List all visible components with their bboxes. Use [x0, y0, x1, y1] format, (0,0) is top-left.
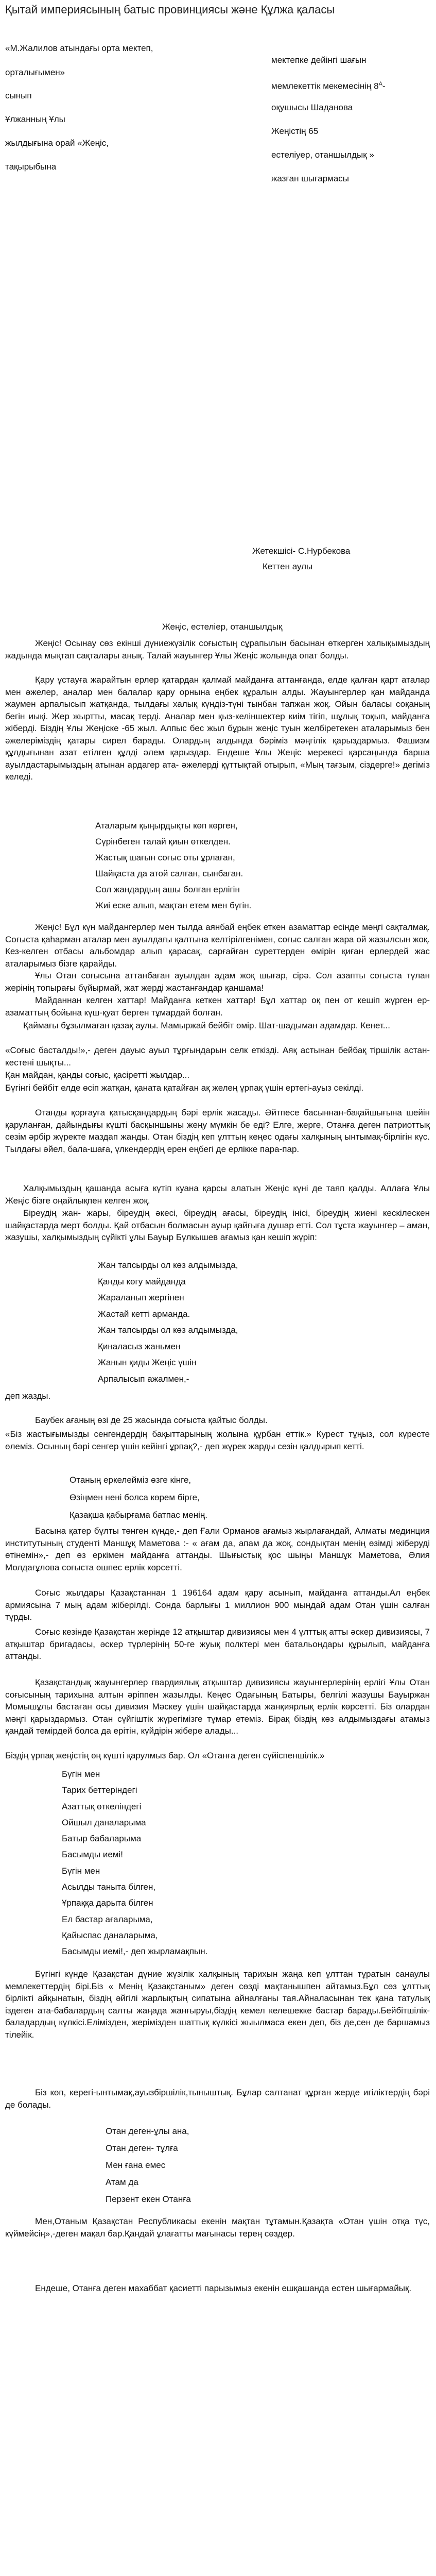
- header-right-line-3: оқушысы Шаданова: [271, 103, 353, 112]
- poem-line: Қайыспас даналарыма,: [62, 1930, 158, 1940]
- paragraph-22: Ендеше, Отанға деген махаббат қасиетті парызымыз екенін ешқашанда естен шығармайық.: [35, 2283, 412, 2293]
- paragraph-7: «Соғыс басталды!»,- деген дауыс ауыл тұрғындарын селк еткізді. Аяқ астынан бейбақ тіршілік астан- кестені шықты...: [5, 1045, 430, 1067]
- poem-line: Қанды көгу майданда: [98, 1276, 186, 1286]
- header-left-line-1: «М.Жалилов атындағы орта мектеп,: [5, 43, 153, 53]
- poem-line: Ел бастар ағаларыма,: [62, 1914, 153, 1924]
- paragraph-12: Біреудің жан- жары, біреудің әкесі, біреудің ағасы, біреудің інісі, біреудің жиені кескілескен шайқастарда мерт болды. Қай отбасын болмасын ауыр қайғыға душар етті. Сол тұста жауынгер – аман, жазушы, халқымыздың сүйікті ұлы Бауыр Бүлкышев ағамыз қан кешіп жүріп:: [5, 1208, 430, 1242]
- poem-line: Бүгін мен: [62, 1866, 100, 1876]
- paragraph-16: Соғыс жылдары Қазақстаннан 1 196164 адам қару асынып, майданға аттанды.Ал еңбек армиясына 7 мың адам жіберілді. Сонда барлығы 1 миллион 900 мыңдай адам Отан үшін салған тұрды.: [5, 1588, 430, 1622]
- paragraph-20: Біз көп, керегі-ынтымақ,ауызбіршілік,тыныштық. Бұлар салтанат құрған жерде игіліктердің бәрі де болады.: [5, 2088, 430, 2110]
- poem-line: Сол жандардың ашы болған ерлігін: [95, 885, 240, 894]
- poem-line: Жанын қиды Жеңіс үшін: [98, 1358, 197, 1367]
- paragraph-1: Жеңіс! Осынау сөз екінші дүниежүзілік соғыстың сұрапылын басынан өткерген халықымыздың жадында мықтап сақталары анық. Талай жауынгер Ұлы Жеңіс жолында опат болды.: [5, 638, 430, 660]
- poem-line: Отан деген-ұлы ана,: [106, 2126, 189, 2136]
- poem-line: Жан тапсырды ол көз алдымызда,: [98, 1260, 238, 1270]
- poem-1: [95, 818, 251, 913]
- header-left-line-4: Ұлжанның Ұлы: [5, 114, 65, 124]
- header-left-line-3: сынып: [5, 91, 32, 100]
- paragraph-15: Басына қатер бұлты төнген күнде,- деп Ғали Орманов ағамыз жырлағандай, Алматы мединция институтының студенті Маншұқ Маметова :- « ағам да, апам да жоқ, сондықтан менің өзімді жіберуді өтінемін»,- деп өз еркімен майданға аттанды. Шығыстық қос шыңы Маншұк Маметова, Әлия Молдағұлова соғыста өшпес ерлік көрсетті.: [5, 1526, 430, 1572]
- header-right-line-4: Жеңістің 65: [271, 126, 319, 136]
- paragraph-9: Бүгінгі бейбіт елде өсіп жатқан, қаната қатайған ақ желең ұрпақ үшін ертегі-ауыз секілді.: [5, 1083, 364, 1093]
- poem-3: [69, 1471, 207, 1524]
- poem-line: Сүрінбеген талай қиын өткелден.: [95, 837, 231, 846]
- poem-2: [98, 1257, 238, 1387]
- poem-line: Басымды иемі!,- деп жырламақпын.: [62, 1946, 208, 1957]
- poem-line: Жастық шағын соғыс оты ұрлаған,: [95, 853, 235, 862]
- poem-line: Азаттық өткеліндегі: [62, 1801, 142, 1811]
- poem-line: Жараланып жергінен: [98, 1293, 184, 1302]
- poem-line: Арпалысып ажалмен,-: [98, 1374, 189, 1384]
- essay-heading: Жеңіс, естеліер, отаншылдық: [162, 622, 283, 632]
- poem-2-tail: деп жазды.: [5, 1391, 51, 1401]
- paragraph-6: Қаймағы бұзылмаған қазақ аулы. Мамыржай бейбіт өмір. Шат-шадыман адамдар. Кенет...: [23, 1021, 390, 1030]
- paragraph-3: Жеңіс! Бұл күн майдангерлер мен тылда аянбай еңбек еткен азаматтар есінде мәңгі сақталмақ. Соғыста қаһарман аталар мен ауылдағы қалтына келтірілгенімен, соғыс салған жара ой жазылсын жоқ. Кез-келген отбасы альбомдар алып қарасақ, сарғайған суреттерден өмірін қиған ерлердей жас аталарымыз бізге қарайды.: [5, 922, 430, 969]
- poem-line: Аталарым қыңырдықты көп көрген,: [95, 821, 238, 831]
- paragraph-4: Ұлы Отан соғысына аттанбаған ауылдан адам жоқ шығар, сірә. Сол азапты соғыста түлан жерінің топырағы бұйырмай, жат жерді жастанғандар қаншама!: [5, 971, 430, 993]
- paragraph-19: Бүгінгі күнде Қазақстан дүние жүзілік халқының тарихын жаңа кеп ұлттан тұратын санаулы мемлекеттердің бірі.Біз « Менің Қазақстаным» деген сөзді мақтанышпен айтамыз.Бұл сөз ұлттық бірлікті айқынатын, біздің әйгілі жарлықтың сипатына айналғаны тая.Айналасынан тек қана татулық іздеген ата-бабалардың салты жаңада жанғыруы,біздің кемел келешекке бастар барады.Бейбітшілік-баладардың күлкісі.Елімізден, жерімізден шаттық күлкісі жыылмаса екен деп, біз де,сен де баршамыз тілейік.: [5, 1969, 430, 2040]
- header-right-line-6: жазған шығармасы: [271, 174, 350, 183]
- paragraph-11: Халқымыздың қашанда асыға күтіп куана қарсы алатын Жеңіс күні де таяп қалды. Аллаға Ұлы Жеңіс бізге оңайлықпен келген жоқ.: [5, 1183, 430, 1206]
- poem-line: Атам да: [106, 2177, 138, 2187]
- paragraph-18: Қазақстандық жауынгерлер гвардиялық атқыштар дивизиясы жауынгерлерінің ерлігі Ұлы Отан соғысының тарихына алтын әріппен жазылды. Кеңес Одағының Батыры, белгілі жазушы Бауыржан Момышұлы бастаған осы дивизия Мәскеу үшін шайқастарда жанқиярлық ерлік көрсетті. Біз олардан мәңгі қарыздармыз. Отан сүйгіштік жүрегімізге тұмар етеміз. Бірақ біздің көз алдымыздағы атамыз қандай темірдей болса да ерітін, күйдірін жібере алады...: [5, 1677, 430, 1736]
- poem-line: Батыр бабаларыма: [62, 1834, 142, 1844]
- signature-line-1: Жетекшісі- С.Нурбекова: [252, 546, 351, 556]
- poem-4: [62, 1766, 207, 1960]
- poem-line: Отаның еркелейміз өзге кінге,: [69, 1475, 191, 1485]
- paragraph-17: Соғыс кезінде Қазақстан жерінде 12 атқыштар дивизиясы мен 4 ұлттық атты әскер дивизиясы, 7 атқыштар бригадасы, әскер түрлерінің 50-ге жуық полктері мен батальондары құрылып, майданға аттанды.: [5, 1627, 430, 1661]
- header-right-line-2: мемлекеттік мекемесінің $8^А-$: [271, 81, 386, 91]
- paragraph-13: Баубек ағаның өзі де 25 жасында соғыста қайтыс болды.: [35, 1415, 268, 1425]
- header-left-line-6: тақырыбына: [5, 162, 57, 172]
- poem-line: Бүгін мен: [62, 1769, 100, 1779]
- page-title: Қытай империясының батыс провинциясы және Құлжа қаласы: [5, 3, 335, 16]
- poem-line: Шайқаста да атой салған, сынбаған.: [95, 869, 243, 878]
- header-right-line-1: мектепке дейінгі шағын: [271, 55, 367, 65]
- paragraph-5: Майданнан келген хаттар! Майданға кеткен хаттар! Бұл хаттар оқ пен от кешіп жүрген ер-азаматтың бойына күш-қуат берген тұмардай болған.: [5, 995, 430, 1018]
- poem-line: Асылды таныта білген,: [62, 1882, 156, 1892]
- paragraph-21: Мен,Отаным Қазақстан Республикасы екенін мақтан тұтамын.Қазақта «Отан үшін отқа түс, күймейсің»,-деген мақал бар.Қандай ұлағатты мағынасы терең сөздер.: [5, 2216, 430, 2239]
- poem-line: Тарих беттеріндегі: [62, 1785, 137, 1795]
- poem-line: Өзіңмен нені болса көрем бірге,: [69, 1493, 200, 1502]
- poem-line: Отан деген- тұлға: [106, 2143, 178, 2153]
- header-left-line-2: орталығымен»: [5, 67, 65, 77]
- header-left-line-5: жылдығына орай «Жеңіс,: [5, 138, 109, 148]
- poem-line: Ұрпаққа дарыта білген: [62, 1898, 153, 1908]
- poem-line: Жан тапсырды ол көз алдымызда,: [98, 1325, 238, 1335]
- poem-line: Басымды иемі!: [62, 1850, 124, 1860]
- poem-line: Қазақша қабырғама батпас менің.: [69, 1510, 208, 1520]
- signature-line-2: Кеттен аулы: [263, 562, 313, 571]
- header-right-line-5: естеліуер, отаншылдық »: [271, 150, 374, 160]
- poem-line: Перзент екен Отанға: [106, 2194, 191, 2204]
- paragraph-14: «Біз жастығымызды сенгендердің бақыттарының жолына құрбан еттік.» Курест тұңыз, сол күресте өлеміз. Осының бәрі сенгер үшін кейінгі ұрпақ?,- деп жүрек жарды сезін қалдырып кетті.: [5, 1429, 430, 1451]
- poem-line: Ойшыл даналарыма: [62, 1817, 146, 1827]
- poem-line: Жиі еске алып, мақтан етем мен бүгін.: [95, 901, 252, 910]
- poem-line: Жастай кетті арманда.: [98, 1309, 190, 1319]
- paragraph-8: Қан майдан, қанды соғыс, қасіретті жылдар...: [5, 1070, 190, 1080]
- paragraph-10: Отанды қорғауға қатысқандардың бәрі ерлік жасады. Әйтпесе басыннан-бақайшығына шейін қаруланған, дайындығы күшті басқыншыны жеңу мүмкін бе еді? Елге, жерге, Отанға деген патриоттық сезім әрбір жүректе маздап жанды. Отан біздің кеп ұлттың кеңес одағы халқының ынтымақ-бірлігін күс. Тылдағы әйел, бала-шаға, үлкендердің ерен еңбегі де ерлікке пара-пар.: [5, 1108, 430, 1154]
- paragraph-2: Қару ұстауға жарайтын ерлер қатардан қалмай майданға аттанғанда, елде қалған қарт аталар мен әжелер, аналар мен балалар қару орнына еңбек құралын алды. Жауынгерлер қан майданда жаумен арпалысып жатқанда, тылдағы халық күндіз-түні тынбан тапжан жоқ. Ойын баласы соқаның бегін иықі. Жер жыртты, масақ терді. Аналар мен қыз-келіншектер киім тігіп, шұлық тоқып, майданға жіберді. Біздің Ұлы Жеңіске -65 жыл. Алпыс бес жыл бұрын жеңіс туын желбіретекен аталарымыз бен әжелеріміздің қатары сирел барады. Олардың алдында бәріміз мәңгілік қарыздармыз. Фашизм құлдығынан азат етілген құлді әлем қарыздар. Ендеше Ұлы Жеңіс мерекесі қарсаңында барша ауылдастарымыздың атынан ардагер ата- әжелерді құттықтай отырып, «Мың тағзым, сіздерге!» дегіміз келеді.: [5, 675, 430, 782]
- poem-line: Қиналасыз жаньмен: [98, 1341, 181, 1351]
- poem-line: Мен ғана емес: [106, 2160, 166, 2170]
- paragraph-18-tail: Біздің үрпақ жеңістің өң күшті қарулмыз бар. Ол «Отанға деген сүйіспеншілік.»: [5, 1751, 325, 1760]
- poem-5: [106, 2123, 191, 2208]
